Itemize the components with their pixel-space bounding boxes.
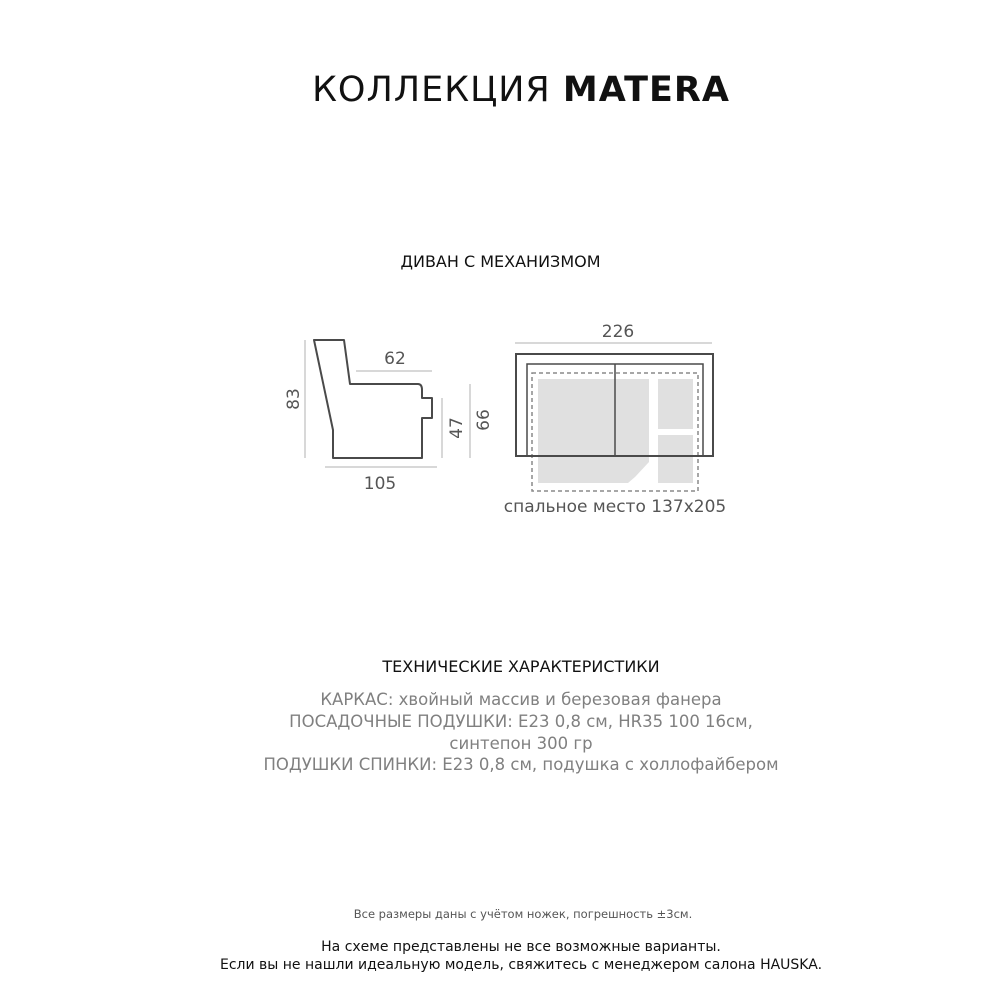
- dim-label-seat-depth: 62: [384, 349, 406, 369]
- spec-frame: КАРКАС: хвойный массив и березовая фанера: [320, 690, 722, 709]
- side-view: [284, 340, 494, 494]
- dim-label-seat-height: 47: [447, 417, 467, 439]
- dim-label-depth: 105: [363, 474, 397, 494]
- title-bold: MATERA: [562, 70, 730, 110]
- footer-line-2: Если вы не нашли идеальную модель, свяжитесь с менеджером салона HAUSKA.: [219, 957, 823, 973]
- title-regular: КОЛЛЕКЦИЯ: [312, 70, 551, 110]
- dim-label-width: 226: [601, 322, 635, 342]
- footer-line-1: На схеме представлены не все возможные варианты.: [321, 939, 721, 955]
- specs-title: ТЕХНИЧЕСКИЕ ХАРАКТЕРИСТИКИ: [382, 657, 660, 676]
- spec-back-cushions: ПОДУШКИ СПИНКИ: Е23 0,8 см, подушка с холлофайбером: [263, 755, 779, 774]
- dim-label-arm-height: 66: [474, 409, 494, 431]
- cushion-fill-bottom: [658, 435, 693, 483]
- spec-seat-filling: синтепон 300 гр: [449, 734, 593, 753]
- side-view-outline: [314, 340, 432, 458]
- sleeping-place-label: спальное место 137х205: [503, 497, 727, 517]
- sleeping-area-fill: [538, 379, 649, 483]
- cushion-fill-top: [658, 379, 693, 429]
- dimensions-note: Все размеры даны с учётом ножек, погрешность ±3см.: [353, 907, 693, 921]
- dim-label-height: 83: [284, 388, 304, 410]
- top-view: [504, 322, 726, 517]
- spec-seat-cushions: ПОСАДОЧНЫЕ ПОДУШКИ: Е23 0,8 см, HR35 100 16см,: [289, 712, 753, 731]
- product-name: ДИВАН С МЕХАНИЗМОМ: [400, 252, 601, 271]
